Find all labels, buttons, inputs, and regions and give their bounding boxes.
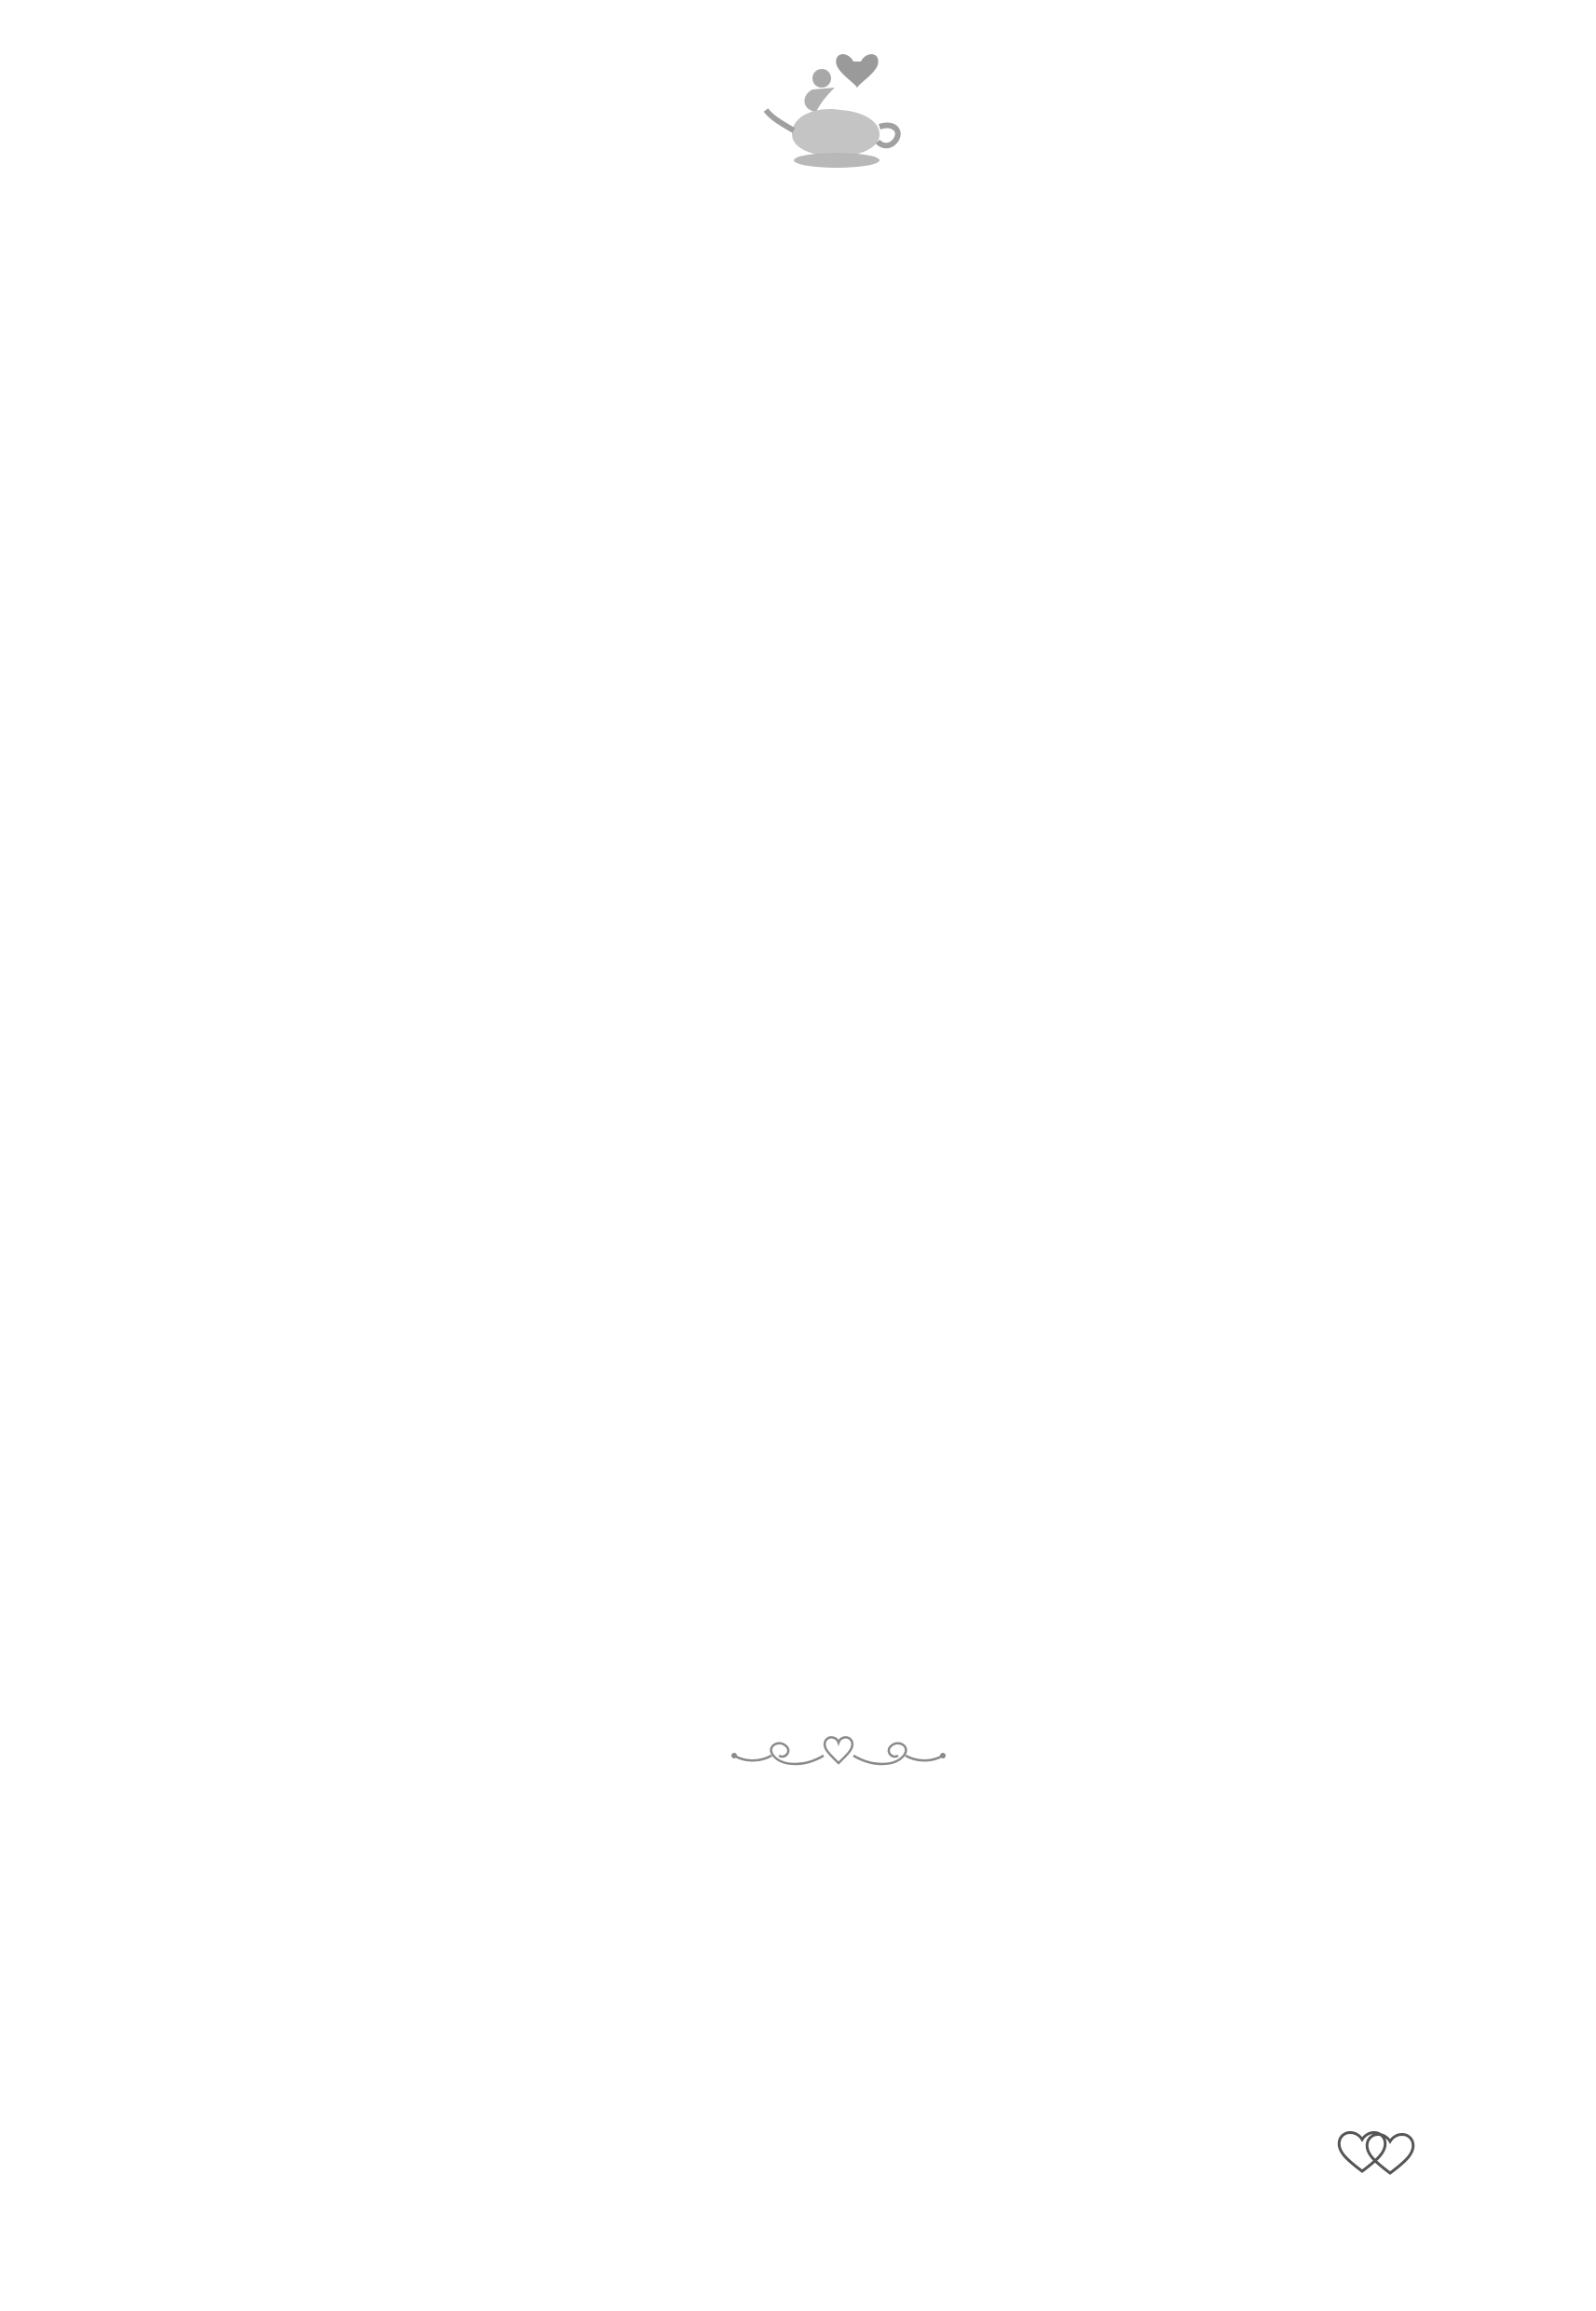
story-text-section2 [276,1836,1411,1908]
section2-first-line [276,1836,1411,1908]
double-heart-icon [1334,2126,1418,2179]
teapot-heart-icon [764,45,913,175]
ornament-divider-icon [727,1730,950,1776]
